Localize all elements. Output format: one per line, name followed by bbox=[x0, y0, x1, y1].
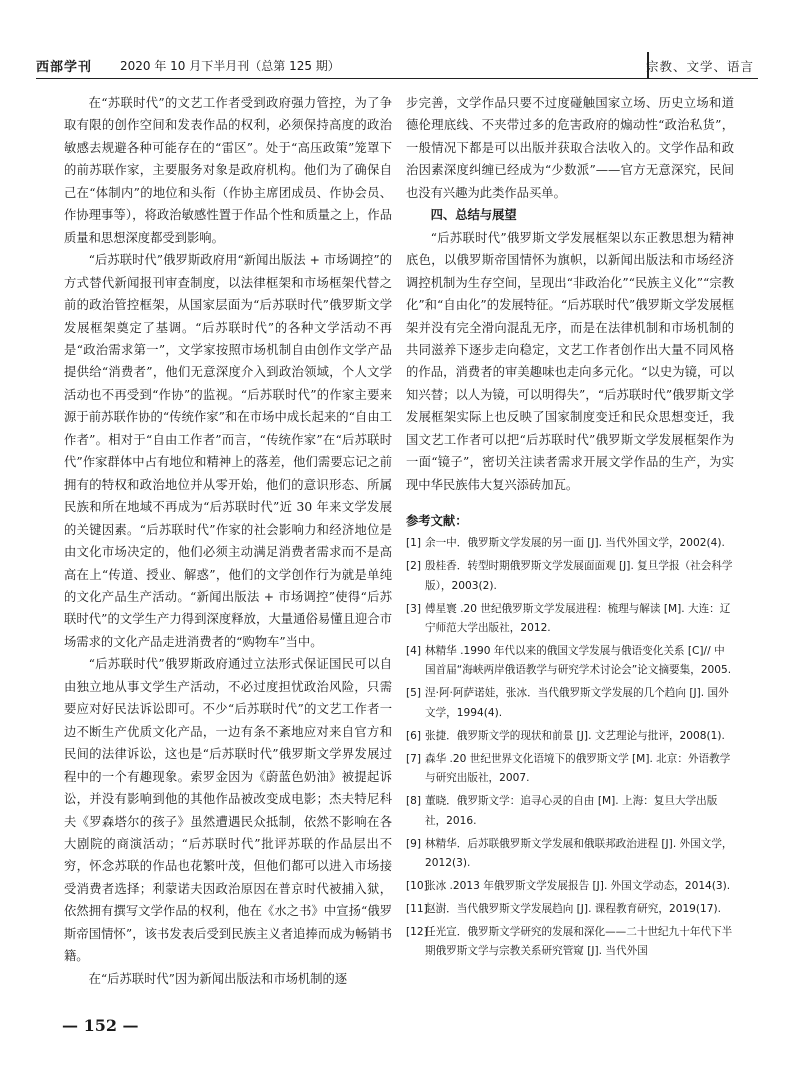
reference-item: [9] 林精华．后苏联俄罗斯文学发展和俄联邦政治进程 [J]. 外国文学，2012(3). bbox=[406, 837, 733, 869]
issue-info: 2020 年 10 月下半月刊（总第 125 期） bbox=[120, 59, 340, 73]
body-paragraph: “后苏联时代”俄罗斯政府通过立法形式保证国民可以自由独立地从事文学生产活动，不必过度担忧政治风险，只需要应对好民法诉讼即可。不少“后苏联时代”的文艺工作者一边不断生产优质文化产品，一边有条不紊地应对来自官方和民间的法律诉讼，这也是“后苏联时代”俄罗斯文学界发展过程中的一个有趣现象。索罗金因为《蔚蓝色奶油》被提起诉讼，并没有影响到他的其他作品被改变成电影；杰夫特尼科夫《罗森塔尔的孩子》虽然遭遇民众抵制，依然不影响在各大剧院的商演活动；“后苏联时代”批评苏联的作品层出不穷，怀念苏联的作品也花繁叶茂，但他们都可以进入市场接受消费者选择；利蒙诺夫因政治原因在普京时代被捕入狱，依然拥有撰写文学作品的权利，他在《水之书》中宣扬“俄罗斯帝国情怀”，该书发表后受到民族主义者追捧而成为畅销书籍。 bbox=[64, 657, 392, 964]
reference-item: [12]任光宣．俄罗斯文学研究的发展和深化——二十世纪九十年代下半期俄罗斯文学与宗教关系研究管窥 [J]. 当代外国 bbox=[406, 926, 733, 958]
reference-item: [4] 林精华 .1990 年代以来的俄国文学发展与俄语变化关系 [C]// 中国首届“海峡两岸俄语教学与研究学术讨论会”论文摘要集，2005. bbox=[406, 644, 732, 677]
reference-item: [2] 殷桂香．转型时期俄罗斯文学发展面面观 [J]. 复旦学报（社会科学版），2003(2). bbox=[406, 560, 733, 592]
left-column bbox=[64, 92, 392, 990]
section-heading: 四、总结与展望 bbox=[430, 208, 517, 223]
reference-item: [7] 森华 .20 世纪世界文化语境下的俄罗斯文学 [M]. 北京：外语教学与研究出版社，2007. bbox=[406, 752, 731, 785]
body-paragraph: “后苏联时代”俄罗斯政府用“新闻出版法 + 市场调控”的方式替代新闻报刊审查制度，以法律框架和市场框架代替之前的政治管控框架，从国家层面为“后苏联时代”俄罗斯文学发展框架奠定了基调。“后苏联时代”的各种文学活动不再是“政治需求第一”，文学家按照市场机制自由创作文学产品提供给“消费者”，他们无意深度介入到政治领域，个人文学活动也不再受到“作协”的监视。“后苏联时代”的作家主要来源于前苏联作协的“传统作家”和在市场中成长起来的“自由工作者”。相对于“自由工作者”而言，“传统作家”在“后苏联时代”作家群体中占有地位和精神上的落差，他们需要忘记之前拥有的特权和政治地位并从零开始，他们的意识形态、所属民族和所在地域不再成为“后苏联时代”近 30 年来文学发展的关键因素。“后苏联时代”作家的社会影响力和经济地位是由文化市场决定的，他们必须主动满足消费者需求而不是高高在上“传道、授业、解惑”，他们的文学创作行为就是单纯的文化产品生产活动。“新闻出版法 + 市场调控”使得“后苏联时代”的文学生产力得到深度释放，大量通俗易懂且迎合市场需求的文化产品走进消费者的“购物车”当中。 bbox=[64, 253, 392, 649]
reference-item: [6] 张捷．俄罗斯文学的现状和前景 [J]. 文艺理论与批评，2008(1). bbox=[406, 729, 725, 742]
reference-item: [10]张冰 .2013 年俄罗斯文学发展报告 [J]. 外国文学动态，2014(3). bbox=[406, 880, 731, 892]
body-paragraph: 在“苏联时代”的文艺工作者受到政府强力管控，为了争取有限的创作空间和发表作品的权利，必须保持高度的政治敏感去规避各种可能存在的“雷区”。处于“高压政策”笼罩下的前苏联作家，主要服务对象是政府机构。他们为了确保自己在“体制内”的地位和头衔（作协主席团成员、作协会员、作协理事等），将政治敏感性置于作品个性和质量之上，作品质量和思想深度都受到影响。 bbox=[64, 96, 392, 245]
right-column bbox=[406, 92, 734, 965]
section-name: 宗教、文学、语言 bbox=[645, 59, 754, 74]
references-title: 参考文献： bbox=[406, 514, 468, 529]
reference-item: [5] 涅·阿·阿萨诺娃，张冰．当代俄罗斯文学发展的几个趋向 [J]. 国外文学，1994(4). bbox=[406, 687, 729, 719]
conclusion-paragraph: “后苏联时代”俄罗斯文学发展框架以东正教思想为精神底色，以俄罗斯帝国情怀为旗帜，以新闻出版法和市场经济调控机制为生存空间，呈现出“非政治化”“民族主义化”“宗教化”和“自由化”的发展特征。“后苏联时代”俄罗斯文学发展框架并没有完全滑向混乱无序，而是在法律机制和市场机制的共同滋养下逐步走向稳定，文艺工作者创作出大量不同风格的作品，消费者的审美趣味也走向多元化。“以史为镜，可以知兴替；以人为镜，可以明得失”，“后苏联时代”俄罗斯文学发展框架实际上也反映了国家制度变迁和民众思想变迁，我国文艺工作者可以把“后苏联时代”俄罗斯文学发展框架作为一面“镜子”，密切关注读者需求开展文学作品的生产，为实现中华民族伟大复兴添砖加瓦。 bbox=[406, 230, 734, 492]
body-paragraph: 在“后苏联时代”因为新闻出版法和市场机制的逐 bbox=[88, 971, 348, 986]
page-header bbox=[36, 52, 758, 79]
page-number: — 152 — bbox=[62, 1016, 139, 1035]
reference-item: [8] 董晓．俄罗斯文学：追寻心灵的自由 [M]. 上海：复旦大学出版社，2016. bbox=[406, 795, 718, 827]
reference-item: [3] 傅星寰 .20 世纪俄罗斯文学发展进程：梳理与解读 [M]. 大连：辽宁师范大学出版社，2012. bbox=[406, 602, 731, 634]
body-paragraph: 步完善，文学作品只要不过度碰触国家立场、历史立场和道德伦理底线、不夹带过多的危害政府的煽动性“政治私货”，一般情况下都是可以出版并获取合法收入的。文学作品和政治因素深度纠缠已经成为“少数派”——官方无意深究，民间也没有兴趣为此类作品买单。 bbox=[406, 96, 734, 200]
reference-item: [1] 余一中．俄罗斯文学发展的另一面 [J]. 当代外国文学，2002(4). bbox=[406, 537, 725, 550]
reference-item: [11]赵澍．当代俄罗斯文学发展趋向 [J]. 课程教育研究，2019(17). bbox=[406, 903, 722, 915]
references-list bbox=[406, 534, 734, 962]
journal-name: 西部学刊 bbox=[36, 60, 93, 75]
